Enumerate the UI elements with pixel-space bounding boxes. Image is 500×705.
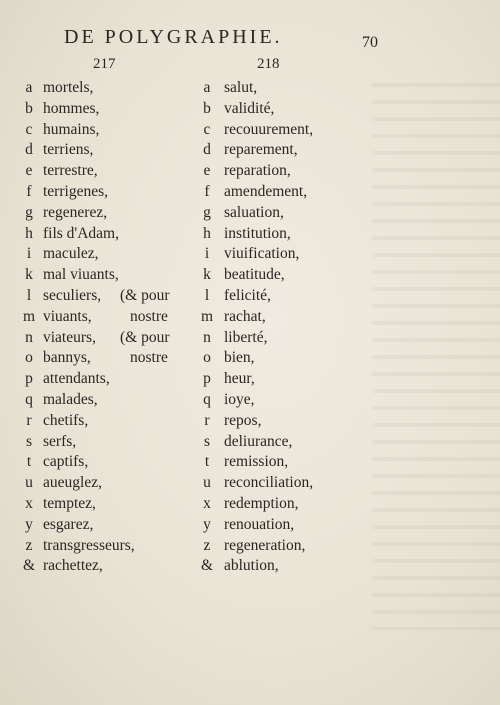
cipher-word: liberté, bbox=[224, 328, 268, 346]
list-item bbox=[196, 120, 356, 141]
cipher-word: hommes, bbox=[43, 99, 100, 117]
cipher-letter: e bbox=[203, 162, 211, 180]
list-item bbox=[18, 244, 200, 265]
side-note: nostre bbox=[130, 307, 168, 325]
cipher-letter: h bbox=[203, 224, 211, 242]
cipher-letter: r bbox=[204, 411, 210, 429]
list-item bbox=[196, 556, 356, 577]
list-item bbox=[196, 244, 356, 265]
cipher-letter: t bbox=[26, 453, 32, 471]
list-item bbox=[18, 556, 200, 577]
cipher-letter: o bbox=[203, 349, 211, 367]
list-item bbox=[18, 203, 200, 224]
cipher-word: terrestre, bbox=[43, 162, 98, 180]
cipher-word: viateurs, bbox=[43, 328, 96, 346]
list-item bbox=[18, 536, 200, 557]
cipher-word: viuification, bbox=[224, 245, 300, 263]
cipher-letter: & bbox=[200, 557, 214, 575]
cipher-word: rachettez, bbox=[43, 557, 103, 575]
list-item bbox=[18, 515, 200, 536]
cipher-letter: g bbox=[25, 203, 33, 221]
cipher-letter: d bbox=[203, 141, 211, 159]
cipher-word: bannys, bbox=[43, 349, 91, 367]
cipher-word: temptez, bbox=[43, 494, 96, 512]
cipher-word: bien, bbox=[224, 349, 255, 367]
list-item bbox=[18, 182, 200, 203]
cipher-letter: c bbox=[203, 120, 211, 138]
list-item bbox=[196, 515, 356, 536]
list-item bbox=[196, 140, 356, 161]
cipher-letter: p bbox=[25, 370, 33, 388]
cipher-word: humains, bbox=[43, 120, 100, 138]
cipher-word: malades, bbox=[43, 390, 98, 408]
cipher-letter: h bbox=[25, 224, 33, 242]
cipher-word: validité, bbox=[224, 99, 275, 117]
cipher-word: recouurement, bbox=[224, 120, 314, 138]
bleed-through-text bbox=[372, 70, 500, 630]
cipher-letter: y bbox=[203, 515, 211, 533]
cipher-letter: n bbox=[25, 328, 33, 346]
list-item bbox=[18, 307, 200, 328]
list-item bbox=[196, 286, 356, 307]
list-item bbox=[196, 432, 356, 453]
list-item bbox=[18, 390, 200, 411]
list-item bbox=[196, 348, 356, 369]
cipher-letter: l bbox=[204, 286, 210, 304]
side-note: nostre bbox=[130, 349, 168, 367]
list-item bbox=[196, 203, 356, 224]
cipher-word: repos, bbox=[224, 411, 262, 429]
list-item bbox=[18, 473, 200, 494]
cipher-word: amendement, bbox=[224, 182, 308, 200]
cipher-word: fils d'Adam, bbox=[43, 224, 119, 242]
cipher-word: felicité, bbox=[224, 286, 271, 304]
cipher-letter: a bbox=[203, 79, 211, 96]
list-item bbox=[18, 452, 200, 473]
cipher-word: maculez, bbox=[43, 245, 99, 263]
cipher-letter: e bbox=[25, 162, 33, 180]
cipher-letter: z bbox=[203, 536, 211, 554]
cipher-letter: i bbox=[204, 245, 210, 263]
right-column-number: 218 bbox=[257, 56, 280, 72]
list-item bbox=[196, 161, 356, 182]
cipher-word: regenerez, bbox=[43, 203, 108, 221]
cipher-word: captifs, bbox=[43, 453, 89, 471]
cipher-word: ablution, bbox=[224, 557, 279, 575]
cipher-letter: d bbox=[25, 141, 33, 159]
cipher-word: attendants, bbox=[43, 370, 110, 388]
cipher-letter: z bbox=[25, 536, 33, 554]
cipher-letter: s bbox=[203, 432, 211, 450]
cipher-letter: m bbox=[200, 307, 214, 325]
list-item bbox=[18, 265, 200, 286]
cipher-word: rachat, bbox=[224, 307, 266, 325]
cipher-letter: u bbox=[203, 474, 211, 492]
list-item bbox=[18, 369, 200, 390]
right-word-column bbox=[196, 78, 356, 577]
list-item bbox=[196, 307, 356, 328]
list-item bbox=[196, 265, 356, 286]
cipher-word: redemption, bbox=[224, 494, 299, 512]
cipher-word: renouation, bbox=[224, 515, 295, 533]
cipher-word: beatitude, bbox=[224, 266, 285, 284]
list-item bbox=[18, 120, 200, 141]
side-note: (& pour bbox=[120, 286, 170, 304]
cipher-letter: k bbox=[25, 266, 33, 284]
cipher-word: salut, bbox=[224, 79, 258, 96]
list-item bbox=[18, 494, 200, 515]
cipher-word: terriens, bbox=[43, 141, 94, 159]
list-item bbox=[196, 78, 356, 99]
cipher-word: mortels, bbox=[43, 79, 94, 96]
list-item bbox=[18, 140, 200, 161]
cipher-letter: c bbox=[25, 120, 33, 138]
cipher-word: ioye, bbox=[224, 390, 255, 408]
cipher-letter: & bbox=[22, 557, 36, 575]
left-column-number: 217 bbox=[93, 56, 116, 72]
cipher-word: serfs, bbox=[43, 432, 77, 450]
list-item bbox=[196, 536, 356, 557]
cipher-word: aueuglez, bbox=[43, 474, 102, 492]
list-item bbox=[18, 99, 200, 120]
cipher-letter: f bbox=[204, 182, 210, 200]
cipher-letter: l bbox=[26, 286, 32, 304]
cipher-letter: r bbox=[26, 411, 32, 429]
cipher-letter: x bbox=[203, 494, 211, 512]
cipher-word: chetifs, bbox=[43, 411, 89, 429]
list-item bbox=[18, 432, 200, 453]
list-item bbox=[18, 328, 200, 349]
list-item bbox=[18, 224, 200, 245]
cipher-word: transgresseurs, bbox=[43, 536, 135, 554]
list-item bbox=[18, 161, 200, 182]
cipher-letter: m bbox=[22, 307, 36, 325]
cipher-letter: b bbox=[203, 99, 211, 117]
cipher-word: esgarez, bbox=[43, 515, 94, 533]
cipher-word: terrigenes, bbox=[43, 182, 108, 200]
cipher-word: deliurance, bbox=[224, 432, 293, 450]
left-word-column bbox=[18, 78, 200, 577]
cipher-letter: n bbox=[203, 328, 211, 346]
cipher-word: institution, bbox=[224, 224, 291, 242]
list-item bbox=[18, 348, 200, 369]
page-number: 70 bbox=[362, 34, 378, 51]
cipher-letter: g bbox=[203, 203, 211, 221]
cipher-word: heur, bbox=[224, 370, 255, 388]
cipher-letter: o bbox=[25, 349, 33, 367]
cipher-letter: q bbox=[203, 390, 211, 408]
cipher-letter: s bbox=[25, 432, 33, 450]
cipher-letter: k bbox=[203, 266, 211, 284]
side-note: (& pour bbox=[120, 328, 170, 346]
cipher-word: regeneration, bbox=[224, 536, 306, 554]
list-item bbox=[18, 78, 200, 99]
cipher-word: reconciliation, bbox=[224, 474, 314, 492]
list-item bbox=[196, 390, 356, 411]
list-item bbox=[196, 224, 356, 245]
page-title: DE POLYGRAPHIE. bbox=[64, 26, 283, 48]
cipher-word: mal viuants, bbox=[43, 266, 119, 284]
list-item bbox=[196, 369, 356, 390]
list-item bbox=[18, 286, 200, 307]
cipher-letter: x bbox=[25, 494, 33, 512]
cipher-word: remission, bbox=[224, 453, 289, 471]
list-item bbox=[196, 494, 356, 515]
cipher-letter: t bbox=[204, 453, 210, 471]
cipher-word: reparement, bbox=[224, 141, 298, 159]
list-item bbox=[196, 411, 356, 432]
cipher-letter: f bbox=[26, 182, 32, 200]
cipher-word: reparation, bbox=[224, 162, 291, 180]
list-item bbox=[18, 411, 200, 432]
cipher-word: seculiers, bbox=[43, 286, 102, 304]
list-item bbox=[196, 452, 356, 473]
cipher-letter: y bbox=[25, 515, 33, 533]
list-item bbox=[196, 182, 356, 203]
list-item bbox=[196, 473, 356, 494]
cipher-letter: u bbox=[25, 474, 33, 492]
cipher-word: saluation, bbox=[224, 203, 284, 221]
list-item bbox=[196, 328, 356, 349]
cipher-letter: i bbox=[26, 245, 32, 263]
cipher-letter: p bbox=[203, 370, 211, 388]
cipher-letter: q bbox=[25, 390, 33, 408]
cipher-letter: b bbox=[25, 99, 33, 117]
cipher-letter: a bbox=[25, 79, 33, 96]
cipher-word: viuants, bbox=[43, 307, 92, 325]
list-item bbox=[196, 99, 356, 120]
